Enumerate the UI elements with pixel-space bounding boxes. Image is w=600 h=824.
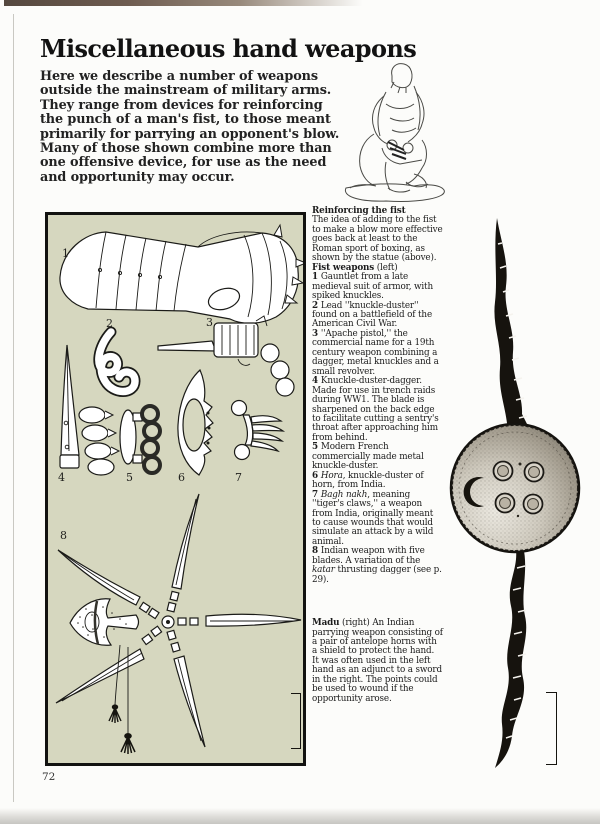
fist-weapon-item: 4 Knuckle-duster-dagger. Made for use in trench raids during WW1. The blade is sharpened on the back edge to facilitate cutting a sentry's throat after approaching him from behind. xyxy=(312,376,439,443)
reinforcing-body: The idea of adding to the fist to make a blow more effective goes back at least to the Roman sport of boxing, as shown by the statue (above). xyxy=(312,215,443,264)
lead-knuckleduster-figure xyxy=(99,332,135,392)
fist-weapon-item: 6 Hora, knuckle-duster of horn, from India. xyxy=(312,470,424,491)
text-column xyxy=(312,207,443,704)
fist-weapon-item: 2 Lead ''knuckle-duster'' found on a battlefield of the American Civil War. xyxy=(312,300,432,330)
figure-number: 4 xyxy=(58,471,65,484)
fist-weapon-item: 7 Bagh nakh, meaning ''tiger's claws,'' a weapon from India, originally meant to cause wounds that would simulate an attack by a wild animal. xyxy=(312,489,434,547)
figure-number: 1 xyxy=(62,247,69,260)
reinforcing-heading: Reinforcing the fist xyxy=(312,206,406,216)
illustration-panel xyxy=(45,212,306,766)
page-crease-line xyxy=(13,14,14,802)
knuckleduster-dagger-figure xyxy=(60,345,119,475)
page-bottom-edge xyxy=(0,808,600,824)
hora-figure xyxy=(178,370,213,475)
madu-caption: Madu (right) An Indian parrying weapon consisting of a pair of antelope horns with a shield to protect the hand. It was often used in the left hand as an adjunct to a sword in the right. The points could be used to wound if the opportunity arose. xyxy=(312,618,443,704)
apache-pistol-figure xyxy=(158,316,294,396)
figure-number: 7 xyxy=(235,471,242,484)
scale-bracket xyxy=(291,693,301,749)
fist-weapons-list xyxy=(312,273,443,585)
fist-weapon-item: 5 Modern French commercially made metal knuckle-duster. xyxy=(312,442,424,472)
figure-number: 8 xyxy=(60,529,67,542)
page-top-edge xyxy=(4,0,564,6)
page-title: Miscellaneous hand weapons xyxy=(40,34,417,63)
figure-number: 3 xyxy=(206,316,213,329)
bagh-nakh-figure xyxy=(232,401,284,460)
page-number: 72 xyxy=(42,771,56,783)
scale-bracket xyxy=(546,692,557,765)
five-blade-weapon-figure xyxy=(56,494,301,754)
gauntlet-figure xyxy=(60,225,303,323)
figure-number: 2 xyxy=(106,317,113,330)
figure-number: 6 xyxy=(178,471,185,484)
fist-weapon-item: 1 Gauntlet from a late medieval suit of armor, with spiked knuckles. xyxy=(312,272,433,302)
weapons-line-art xyxy=(48,215,303,763)
boxer-statue-illustration xyxy=(330,56,462,204)
figure-number: 5 xyxy=(126,471,133,484)
fist-weapon-item: 8 Indian weapon with five blades. A variation of the katar thrusting dagger (see p. 29). xyxy=(312,546,442,585)
fist-weapon-item: 3 ''Apache pistol,'' the commercial name for a 19th century weapon combining a dagger, metal knuckles and a small revolver. xyxy=(312,328,439,377)
intro-paragraph: Here we describe a number of weapons outside the mainstream of military arms. They range from devices for reinforcing the punch of a man's fist, to those meant primarily for parrying an opponent's blow. Many of those shown combine more than one offensive device, for use as the need and opportunity may occur. xyxy=(40,69,340,185)
madu-illustration xyxy=(440,208,600,780)
fist-weapons-heading: Fist weapons (left) xyxy=(312,262,398,273)
french-knuckleduster-figure xyxy=(120,406,160,473)
